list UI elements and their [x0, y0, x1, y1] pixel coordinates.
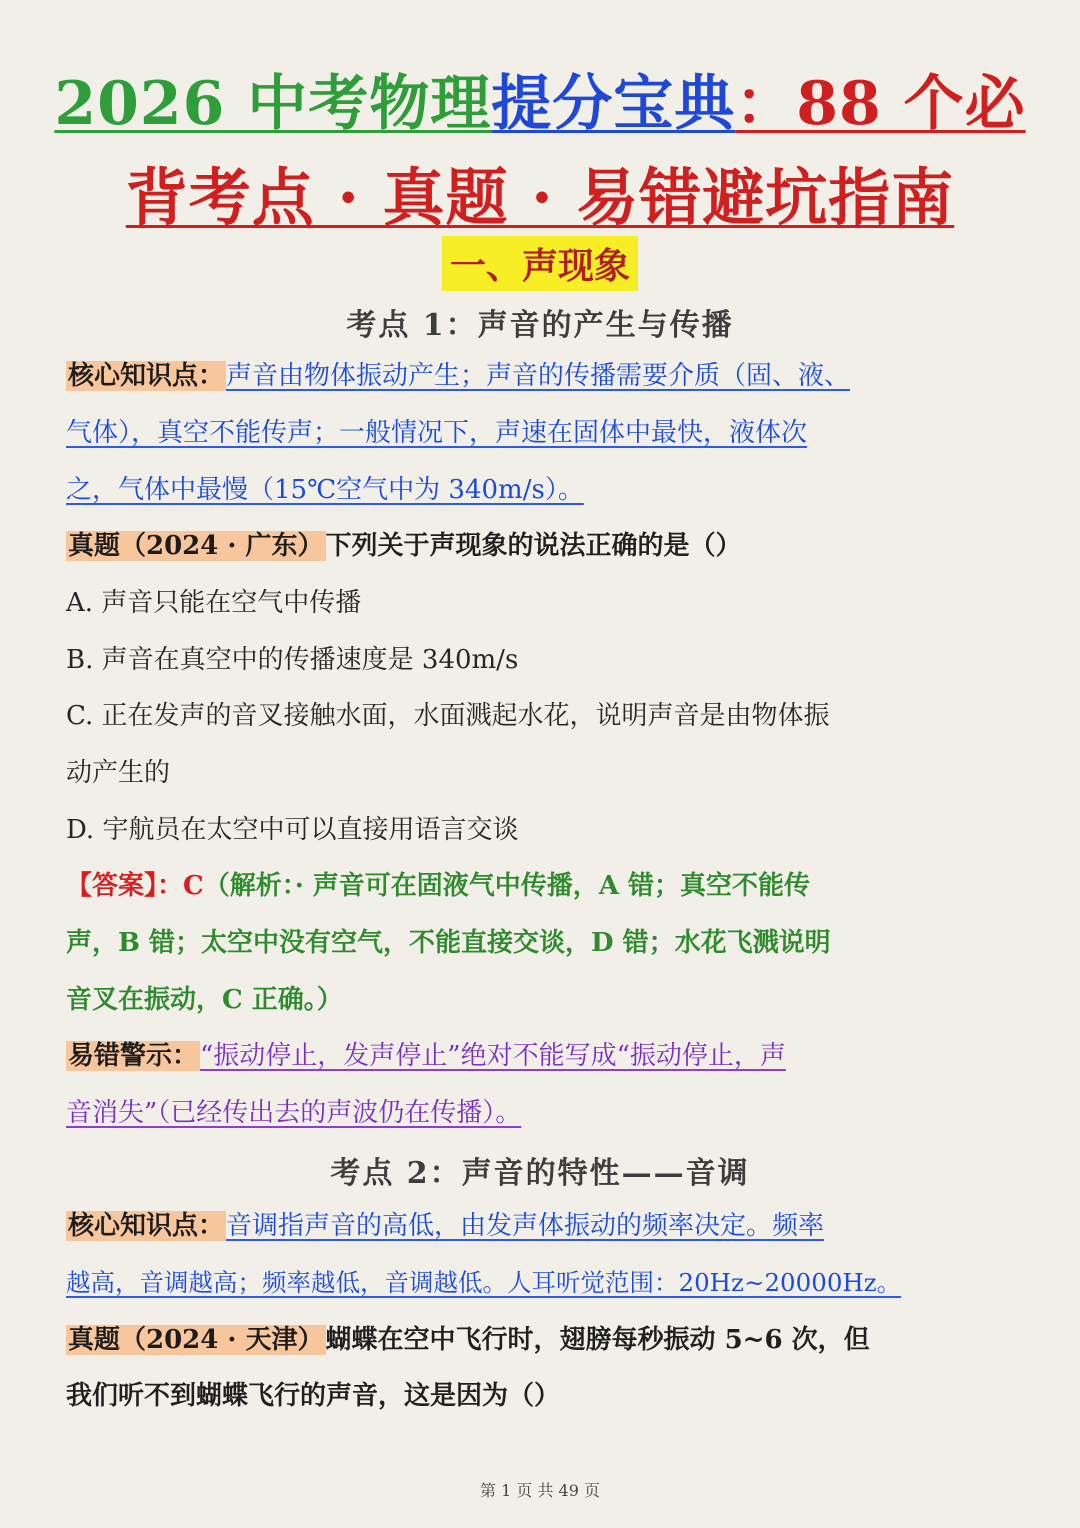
- kaodian-2-heading: 考点 2：声音的特性——音调: [330, 1156, 750, 1191]
- title-seg-1: 2026 中考物理: [54, 69, 492, 139]
- question2-label: 真题（2024 · 天津）: [68, 1325, 324, 1355]
- core2-line-1: [66, 1198, 1026, 1254]
- question1-line: [66, 518, 1026, 574]
- title-seg-3: ：88 个必: [735, 69, 1026, 139]
- core1-line-3: [66, 462, 1026, 518]
- title-line-2: [0, 148, 1080, 237]
- question1-option-c: C. 正在发声的音叉接触水面，水面溅起水花，说明声音是由物体振: [66, 701, 830, 731]
- core2-label: 核心知识点：: [68, 1211, 225, 1241]
- title-seg-2: 提分宝典: [491, 69, 736, 139]
- warning1-text-2: 音消失”（已经传出去的声波仍在传播）。: [66, 1098, 522, 1128]
- answer1-text-1: （解析：· 声音可在固液气中传播，A 错；真空不能传: [203, 871, 811, 901]
- core1-text-1: 声音由物体振动产生；声音的传播需要介质（固、液、: [226, 361, 851, 391]
- kaodian-1-heading: 考点 1：声音的产生与传播: [346, 308, 734, 343]
- answer1-line-1: [66, 858, 1026, 914]
- question1-option-b: B. 声音在真空中的传播速度是 340m/s: [66, 645, 519, 675]
- warning1-text-1: “振动停止，发声停止”绝对不能写成“振动停止，声: [200, 1041, 786, 1071]
- answer1-text-2: 声，B 错；太空中没有空气，不能直接交谈，D 错；水花飞溅说明: [66, 928, 831, 958]
- question1-option-a: A. 声音只能在空气中传播: [66, 588, 362, 618]
- title-line-1: [0, 56, 1080, 142]
- section-header: 一、声现象: [442, 236, 638, 291]
- warning1-line-1: [66, 1028, 1026, 1084]
- answer1-line-3: [66, 972, 1026, 1028]
- answer1-label: 【答案】：C: [66, 871, 204, 901]
- core1-text-3: 之，气体中最慢（15℃空气中为 340m/s）。: [66, 475, 584, 505]
- core2-text-2: 越高，音调越高；频率越低，音调越低。人耳听觉范围：20Hz~20000Hz。: [66, 1268, 902, 1297]
- question1-option-c-cont: 动产生的: [66, 758, 171, 788]
- title-line-2-text: 背考点 · 真题 · 易错避坑指南: [125, 161, 955, 234]
- question2-text-1: 蝴蝶在空中飞行时，翅膀每秒振动 5~6 次，但: [325, 1325, 870, 1355]
- answer1-line-2: [66, 915, 1026, 971]
- question2-line-2: [66, 1368, 1026, 1424]
- question1-option-d: D. 宇航员在太空中可以直接用语言交谈: [66, 815, 519, 845]
- warning1-line-2: [66, 1085, 1026, 1141]
- core2-text-1: 音调指声音的高低，由发声体振动的频率决定。频率: [226, 1211, 825, 1241]
- question2-text-2: 我们听不到蝴蝶飞行的声音，这是因为（）: [66, 1381, 561, 1411]
- page-number-footer: 第 1 页 共 49 页: [480, 1481, 600, 1500]
- core1-line-1: [66, 348, 1026, 404]
- answer1-text-3: 音叉在振动，C 正确。）: [66, 985, 343, 1015]
- core1-line-2: [66, 405, 1026, 461]
- warning1-label: 易错警示：: [68, 1041, 199, 1071]
- question2-line-1: [66, 1312, 1026, 1368]
- core1-label: 核心知识点：: [68, 361, 225, 391]
- question1-label: 真题（2024 · 广东）: [68, 531, 324, 561]
- core2-line-2: [66, 1255, 1026, 1311]
- core1-text-2: 气体），真空不能传声；一般情况下，声速在固体中最快，液体次: [66, 418, 808, 448]
- question1-text: 下列关于声现象的说法正确的是（）: [325, 531, 742, 561]
